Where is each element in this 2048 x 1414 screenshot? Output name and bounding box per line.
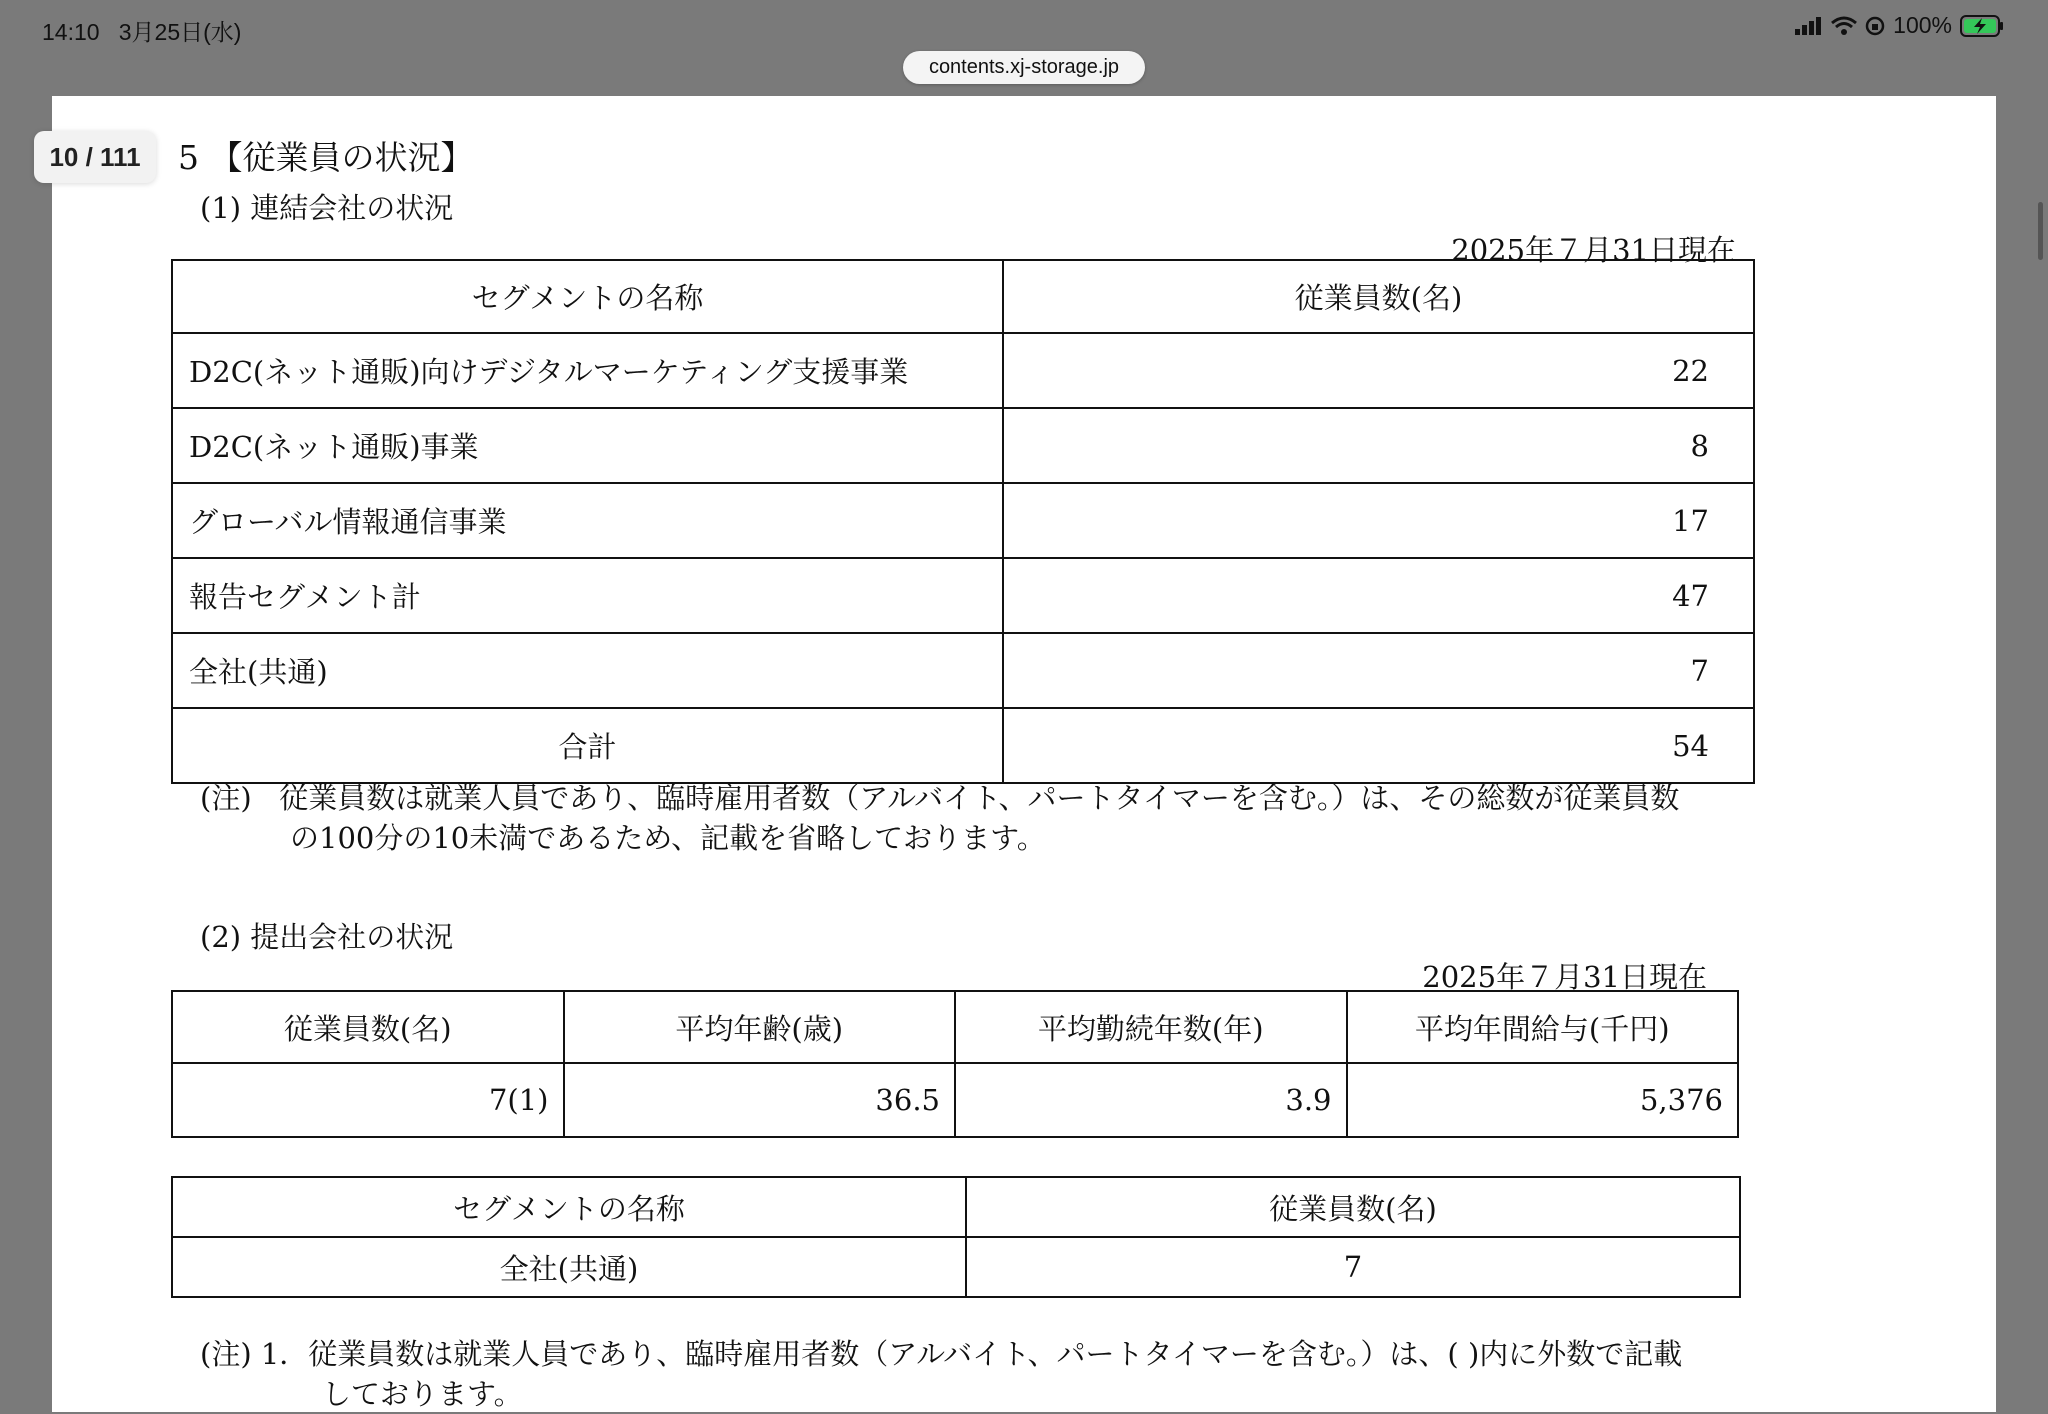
header-segment-name: セグメントの名称	[172, 1177, 966, 1237]
table-row	[172, 558, 1754, 633]
header-average-salary: 平均年間給与(千円)	[1347, 991, 1739, 1063]
url-bar[interactable]: contents.xj-storage.jp	[903, 51, 1145, 84]
employee-count: 17	[1003, 483, 1754, 558]
header-employee-count: 従業員数(名)	[172, 991, 564, 1063]
header-employee-count: 従業員数(名)	[1003, 260, 1754, 333]
value-average-age: 36.5	[564, 1063, 956, 1137]
table-row	[172, 1237, 1740, 1297]
segment-name: グローバル情報通信事業	[172, 483, 1003, 558]
table-row	[172, 633, 1754, 708]
status-time: 14:10	[42, 19, 100, 45]
consolidated-employees-table	[171, 259, 1755, 784]
table-header-row	[172, 1177, 1740, 1237]
table-row	[172, 333, 1754, 408]
segment-name: 全社(共通)	[172, 633, 1003, 708]
employee-count: 7	[966, 1237, 1740, 1297]
segment-name: D2C(ネット通販)向けデジタルマーケティング支援事業	[172, 333, 1003, 408]
note-1-line1: 従業員数は就業人員であり、臨時雇用者数（アルバイト、パートタイマーを含む。）は、その総数が従業員数	[279, 781, 1680, 815]
status-bar	[0, 0, 2048, 56]
employee-count: 47	[1003, 558, 1754, 633]
battery-charging-icon	[1960, 15, 2004, 37]
table-total-row	[172, 708, 1754, 783]
header-employee-count: 従業員数(名)	[966, 1177, 1740, 1237]
note-1-line2: の100分の10未満であるため、記載を省略しております。	[290, 821, 1046, 855]
note-2-line2: しております。	[322, 1377, 523, 1411]
status-time-date	[42, 14, 241, 47]
battery-percent: 100%	[1893, 12, 1952, 38]
status-icons	[1795, 12, 2004, 39]
scroll-indicator[interactable]	[2038, 202, 2043, 260]
segment-name: D2C(ネット通販)事業	[172, 408, 1003, 483]
value-average-salary: 5,376	[1347, 1063, 1739, 1137]
page-indicator: 10 / 111	[34, 131, 156, 183]
table-header-row	[172, 991, 1738, 1063]
cellular-signal-icon	[1795, 17, 1823, 35]
value-average-tenure: 3.9	[955, 1063, 1347, 1137]
subsection-1-title: (1) 連結会社の状況	[200, 191, 454, 225]
subsection-2-date: 2025年７月31日現在	[1422, 960, 1707, 994]
header-average-tenure: 平均勤続年数(年)	[955, 991, 1347, 1063]
total-count: 54	[1003, 708, 1754, 783]
subsection-2-title: (2) 提出会社の状況	[200, 920, 454, 954]
table-header-row	[172, 260, 1754, 333]
note-2-line1: (注) 1．従業員数は就業人員であり、臨時雇用者数（アルバイト、パートタイマーを含む。）は、( )内に外数で記載	[200, 1337, 1683, 1371]
employee-count: 7	[1003, 633, 1754, 708]
status-date: 3月25日(水)	[118, 19, 242, 45]
subsection-1-date: 2025年７月31日現在	[1451, 233, 1736, 267]
value-employee-count: 7(1)	[172, 1063, 564, 1137]
employee-count: 22	[1003, 333, 1754, 408]
section-title: 5 【従業員の状況】	[178, 138, 474, 177]
segment-name: 報告セグメント計	[172, 558, 1003, 633]
header-average-age: 平均年齢(歳)	[564, 991, 956, 1063]
table-row	[172, 408, 1754, 483]
employee-count: 8	[1003, 408, 1754, 483]
note-1-label: (注)	[200, 781, 252, 815]
filing-segment-table	[171, 1176, 1741, 1298]
header-segment-name: セグメントの名称	[172, 260, 1003, 333]
filing-company-table	[171, 990, 1739, 1138]
total-label: 合計	[172, 708, 1003, 783]
segment-name: 全社(共通)	[172, 1237, 966, 1297]
table-row	[172, 483, 1754, 558]
table-row	[172, 1063, 1738, 1137]
orientation-lock-icon	[1865, 16, 1885, 36]
note-1	[200, 778, 1679, 818]
wifi-icon	[1831, 16, 1857, 36]
